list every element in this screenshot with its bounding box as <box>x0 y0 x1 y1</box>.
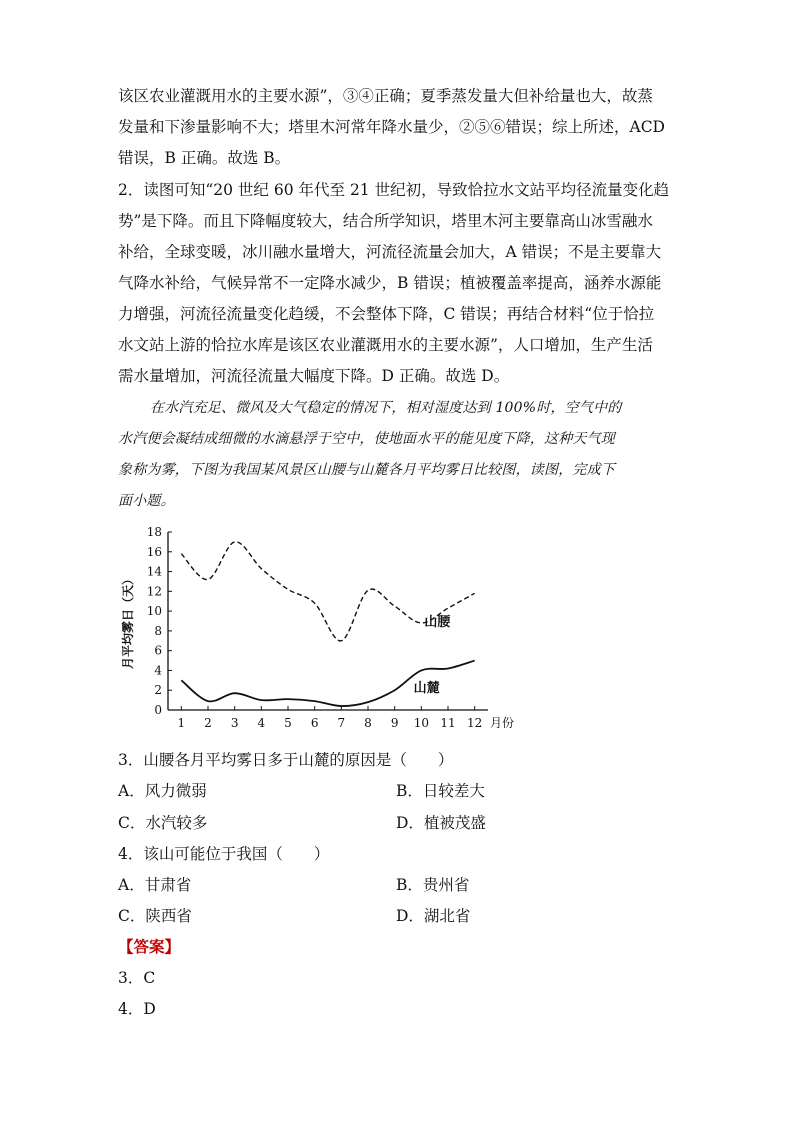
x-tick-label: 1 <box>177 716 186 730</box>
x-tick-label: 5 <box>284 716 292 730</box>
fog-days-chart <box>118 520 518 740</box>
explanation-line: 补给，全球变暖，冰川融水量增大，河流径流量会加大，A 错误；不是主要靠大 <box>118 243 662 261</box>
x-tick-label: 2 <box>204 716 212 730</box>
explanation-line: 需水量增加，河流径流量大幅度下降。D 正确。故选 D。 <box>118 367 510 385</box>
y-tick-label: 18 <box>146 525 162 539</box>
answer-tag: 【答案】 <box>118 937 181 956</box>
y-tick-label: 8 <box>154 623 162 638</box>
question-4-option-b[interactable]: B．贵州省 <box>396 876 470 894</box>
answer-item: 4．D <box>118 1000 156 1018</box>
question-3-option-c[interactable]: C．水汽较多 <box>118 814 208 832</box>
question-3-option-a[interactable]: A．风力微弱 <box>118 782 207 800</box>
material-line: 在水汽充足、微风及大气稳定的情况下，相对湿度达到 100%时，空气中的 <box>150 400 622 416</box>
question-4-option-c[interactable]: C．陕西省 <box>118 907 192 925</box>
material-line: 面小题。 <box>118 493 175 509</box>
y-tick-label: 0 <box>154 703 162 717</box>
explanation-line: 势”是下降。而且下降幅度较大，结合所学知识，塔里木河主要靠高山冰雪融水 <box>118 212 653 230</box>
x-tick-label: 7 <box>337 716 346 730</box>
explanation-line: 发量和下渗量影响不大；塔里木河常年降水量少，②⑤⑥错误；综上所述，ACD <box>118 118 665 136</box>
x-tick-label: 6 <box>310 716 319 730</box>
question-4-option-a[interactable]: A．甘肃省 <box>118 876 192 894</box>
series-label: 山腰 <box>424 614 451 630</box>
question-4-stem: 4．该山可能位于我国（ ） <box>118 845 330 863</box>
x-tick-label: 12 <box>467 716 483 730</box>
explanation-line: 力增强，河流径流量变化趋缓，不会整体下降，C 错误；再结合材料“位于恰拉 <box>118 305 655 323</box>
explanation-line: 该区农业灌溉用水的主要水源”，③④正确；夏季蒸发量大但补给量也大，故蒸 <box>118 87 653 105</box>
question-3-option-b[interactable]: B．日较差大 <box>396 782 485 800</box>
explanation-line: 气降水补给，气候异常不一定降水减少，B 错误；植被覆盖率提高，涵养水源能 <box>118 274 662 292</box>
series-label: 山麓 <box>413 681 440 697</box>
y-axis-label: 月平均雾日（天） <box>121 572 135 670</box>
y-tick-label: 6 <box>154 643 162 658</box>
x-tick-label: 11 <box>440 716 456 730</box>
x-tick-label: 8 <box>364 716 372 730</box>
x-axis-label: 月份 <box>490 716 515 730</box>
y-tick-label: 12 <box>146 584 162 599</box>
material-line: 水汽便会凝结成细微的水滴悬浮于空中，使地面水平的能见度下降，这种天气现 <box>118 431 615 447</box>
y-tick-label: 10 <box>146 604 162 619</box>
explanation-line: 错误，B 正确。故选 B。 <box>118 149 291 167</box>
question-4-option-d[interactable]: D．湖北省 <box>396 907 471 925</box>
answer-item: 3．C <box>118 969 156 987</box>
explanation-line: 2．读图可知“20 世纪 60 年代至 21 世纪初，导致恰拉水文站平均径流量变化趋 <box>118 181 670 199</box>
x-tick-label: 3 <box>230 716 239 730</box>
y-tick-label: 4 <box>154 663 162 678</box>
x-tick-label: 4 <box>257 716 266 730</box>
question-3-stem: 3．山腰各月平均雾日多于山麓的原因是（ ） <box>118 751 454 769</box>
y-tick-label: 14 <box>146 564 162 579</box>
y-tick-label: 16 <box>146 544 162 559</box>
chart-labels <box>120 573 514 730</box>
x-tick-label: 9 <box>390 716 399 730</box>
x-tick-label: 10 <box>413 716 429 730</box>
question-3-option-d[interactable]: D．植被茂盛 <box>396 814 486 832</box>
material-line: 象称为雾，下图为我国某风景区山腰与山麓各月平均雾日比较图，读图，完成下 <box>118 462 615 478</box>
explanation-line: 水文站上游的恰拉水库是该区农业灌溉用水的主要水源”，人口增加，生产生活 <box>118 336 653 354</box>
y-tick-label: 2 <box>154 683 162 698</box>
